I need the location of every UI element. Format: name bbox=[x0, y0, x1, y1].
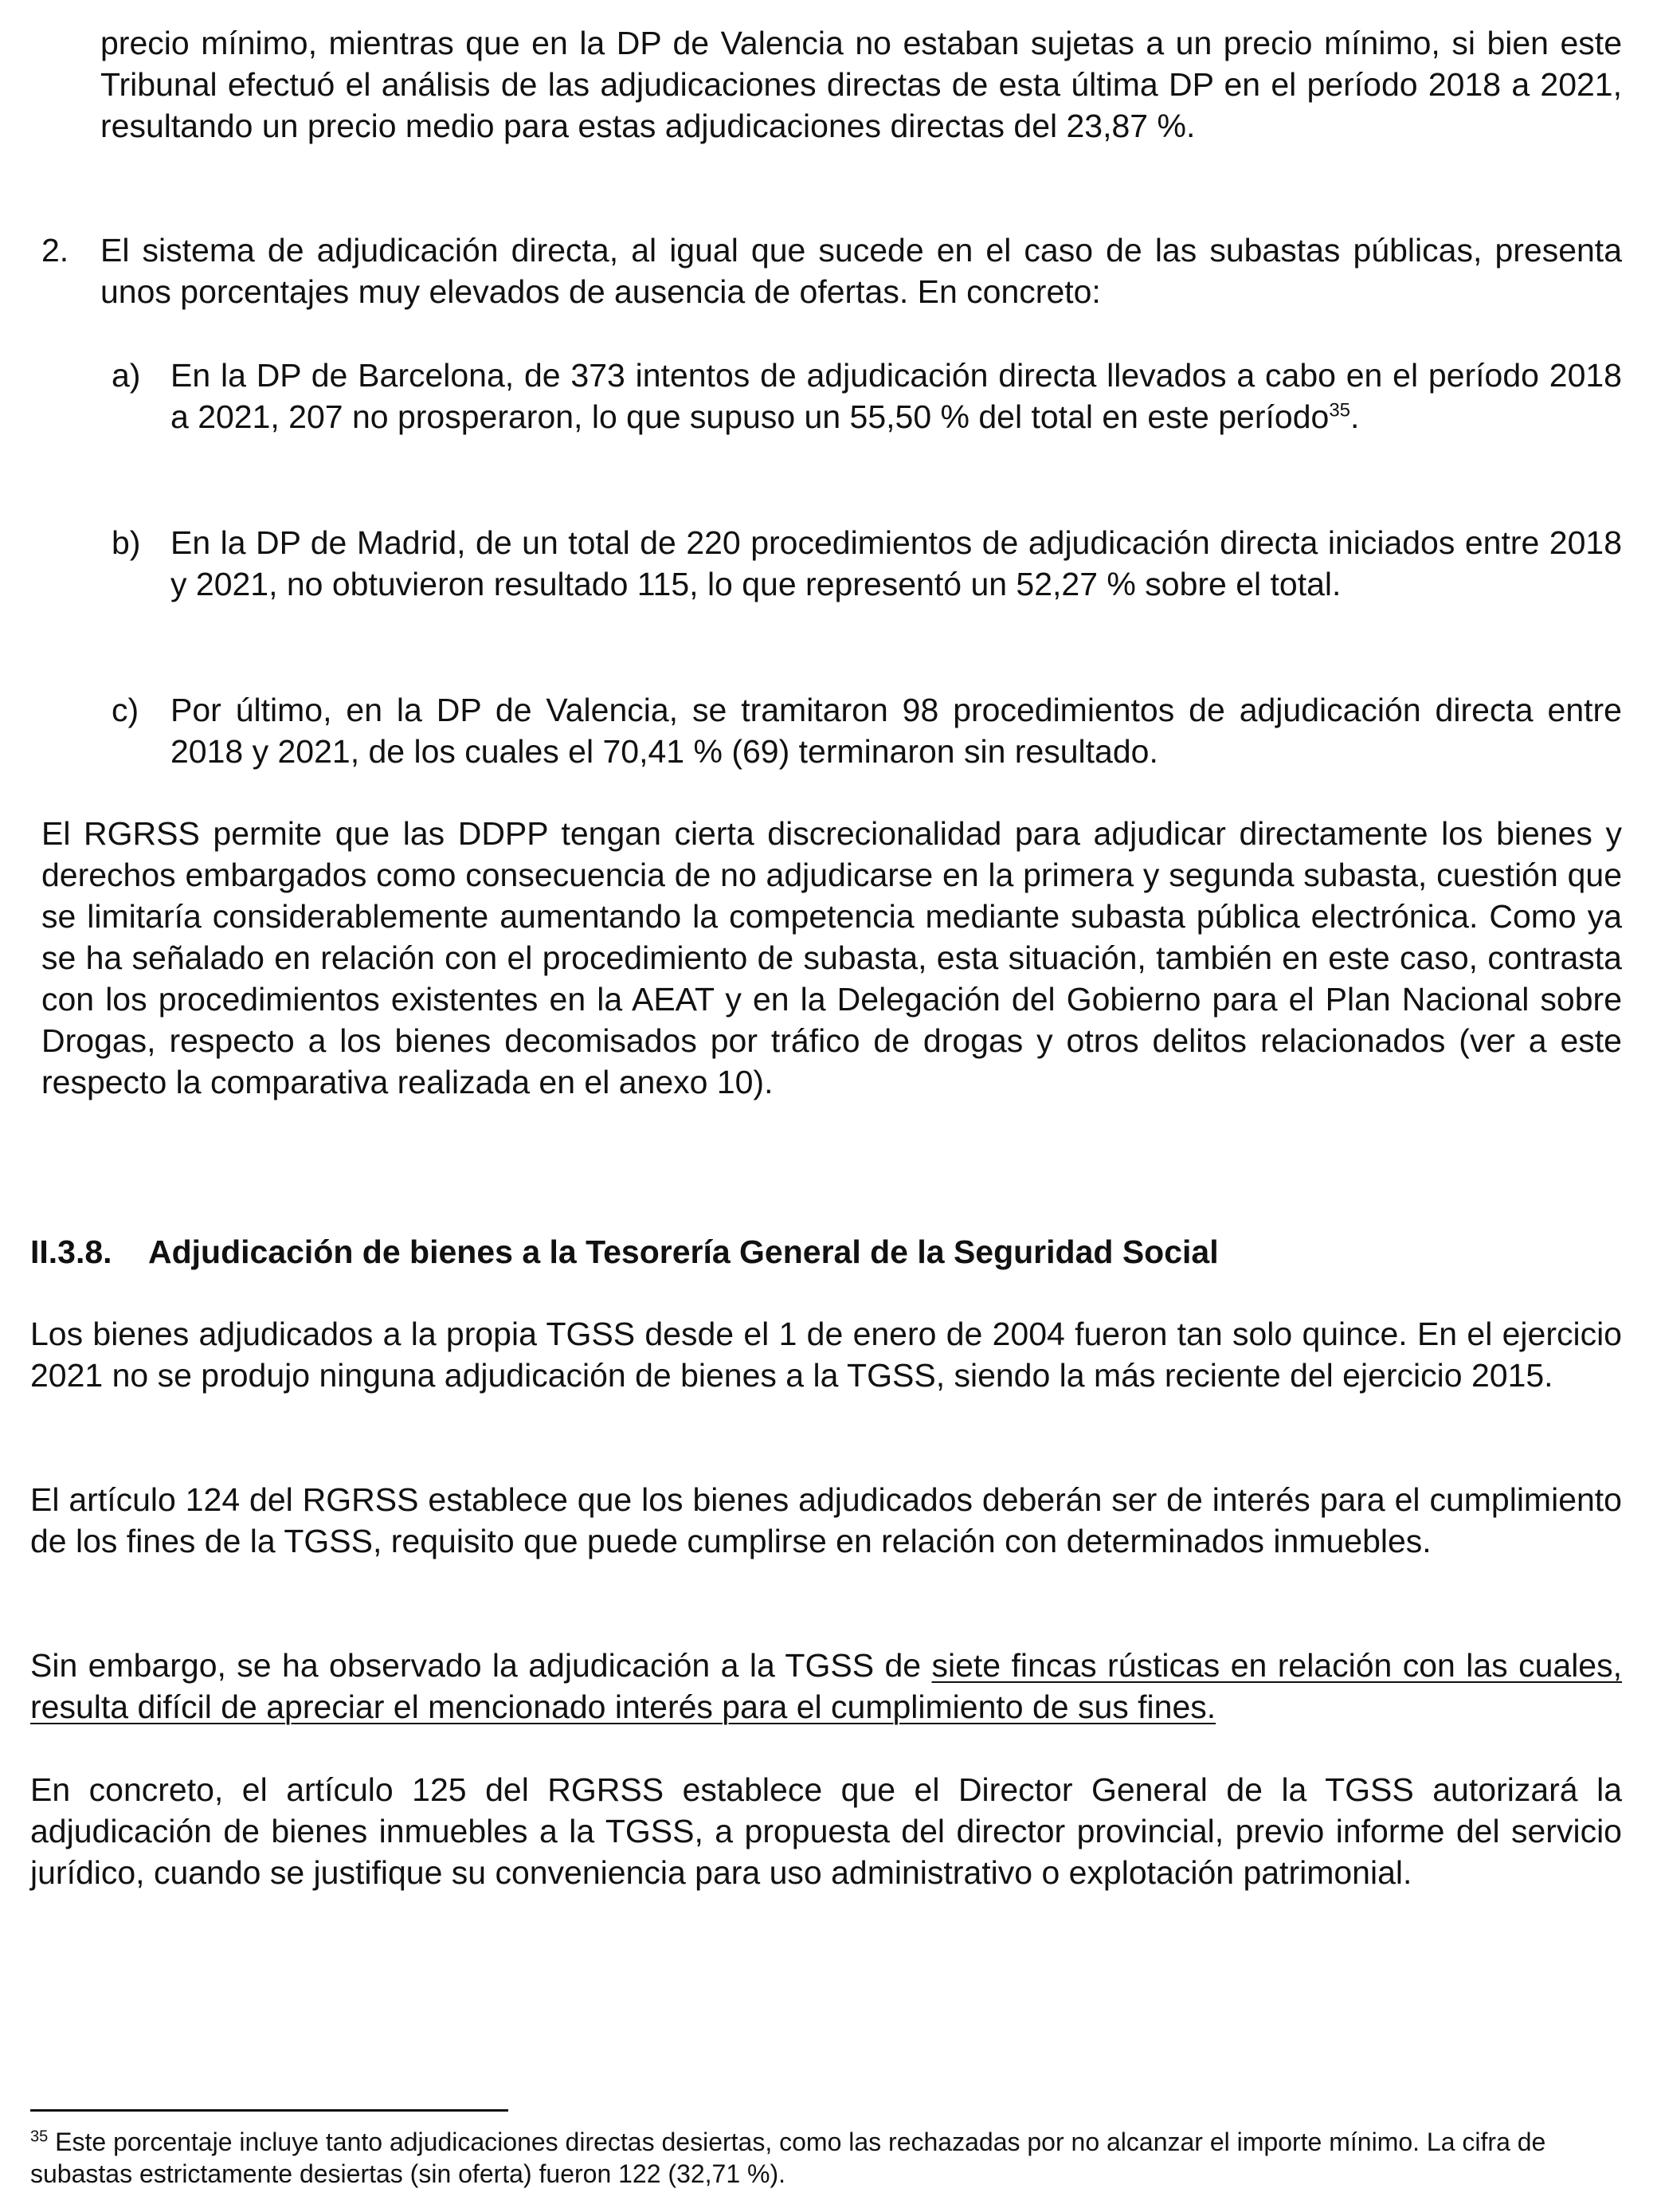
sub-item-label: c) bbox=[112, 692, 139, 728]
section-title: Adjudicación de bienes a la Tesorería General de la Seguridad Social bbox=[148, 1233, 1219, 1270]
sub-item-label: b) bbox=[112, 524, 141, 561]
footnote-text: Este porcentaje incluye tanto adjudicaciones directas desiertas, como las rechazadas por no alcanzar el importe mínimo. La cifra de subastas estrictamente desiertas (sin oferta) fueron 122 (32,71 %). bbox=[30, 2128, 1546, 2188]
section-number: II.3.8. bbox=[30, 1233, 112, 1270]
footnote-separator bbox=[30, 2109, 508, 2112]
list-item-2 bbox=[41, 229, 1622, 312]
sub-item-text: En la DP de Barcelona, de 373 intentos de adjudicación directa llevados a cabo en el período 2018 a 2021, 207 no prosperaron, lo que supuso un 55,50 % del total en este período bbox=[170, 357, 1622, 435]
paragraph-final: En concreto, el artículo 125 del RGRSS establece que el Director General de la TGSS autorizará la adjudicación de bienes inmuebles a la TGSS, a propuesta del director provincial, previo informe del servicio jurídico, cuando se justifique su conveniencia para uso administrativo o explotación patrimonial. bbox=[30, 1771, 1622, 1891]
footnote-number: 35 bbox=[30, 2128, 49, 2146]
sub-item-text-wrap bbox=[170, 355, 1622, 437]
sub-item-c bbox=[112, 689, 1622, 772]
sub-item-label: a) bbox=[112, 357, 141, 394]
sub-item-text: Por último, en la DP de Valencia, se tramitaron 98 procedimientos de adjudicación directa entre 2018 y 2021, de los cuales el 70,41 % (69) terminaron sin resultado. bbox=[170, 692, 1622, 770]
sub-item-b bbox=[112, 522, 1622, 605]
footnote-ref[interactable]: 35 bbox=[1329, 399, 1351, 422]
continuation-paragraph: precio mínimo, mientras que en la DP de Valencia no estaban sujetas a un precio mínimo, si bien este Tribunal efectuó el análisis de las adjudicaciones directas de esta última DP en el período 2018 a 2021, resultando un precio medio para estas adjudicaciones directas del 23,87 %. bbox=[100, 25, 1622, 144]
underlined-finding: siete fincas rústicas en relación con las cuales, resulta difícil de apreciar el mencionado interés para el cumplimiento de sus fines. bbox=[30, 1647, 1622, 1725]
paragraph-1: Los bienes adjudicados a la propia TGSS desde el 1 de enero de 2004 fueron tan solo quince. En el ejercicio 2021 no se produjo ninguna adjudicación de bienes a la TGSS, siendo la más reciente del ejercicio 2015. bbox=[30, 1316, 1622, 1394]
paragraph-lead: Sin embargo, se ha observado la adjudicación a la TGSS de bbox=[30, 1647, 932, 1684]
sub-item-a bbox=[112, 355, 1622, 437]
paragraph-rgrss: El RGRSS permite que las DDPP tengan cierta discrecionalidad para adjudicar directamente los bienes y derechos embargados como consecuencia de no adjudicarse en la primera y segunda subasta, cuestión que se limitaría considerablemente aumentando la competencia mediante subasta pública electrónica. Como ya se ha señalado en relación con el procedimiento de subasta, esta situación, también en este caso, contrasta con los procedimientos existentes en la AEAT y en la Delegación del Gobierno para el Plan Nacional sobre Drogas, respecto a los bienes decomisados por tráfico de drogas y otros delitos relacionados (ver a este respecto la comparativa realizada en el anexo 10). bbox=[41, 815, 1622, 1100]
sub-item-text: En la DP de Madrid, de un total de 220 procedimientos de adjudicación directa iniciados entre 2018 y 2021, no obtuvieron resultado 115, lo que representó un 52,27 % sobre el total. bbox=[170, 524, 1622, 602]
paragraph-underlined bbox=[30, 1645, 1622, 1728]
list-number: 2. bbox=[41, 232, 69, 269]
section-heading bbox=[30, 1231, 1219, 1273]
paragraph-2: El artículo 124 del RGRSS establece que los bienes adjudicados deberán ser de interés para el cumplimiento de los fines de la TGSS, requisito que puede cumplirse en relación con determinados inmuebles. bbox=[30, 1481, 1622, 1559]
sub-item-tail: . bbox=[1350, 398, 1360, 435]
footnote bbox=[30, 2126, 1624, 2190]
list-item-text: El sistema de adjudicación directa, al igual que sucede en el caso de las subastas públicas, presenta unos porcentajes muy elevados de ausencia de ofertas. En concreto: bbox=[100, 232, 1622, 310]
